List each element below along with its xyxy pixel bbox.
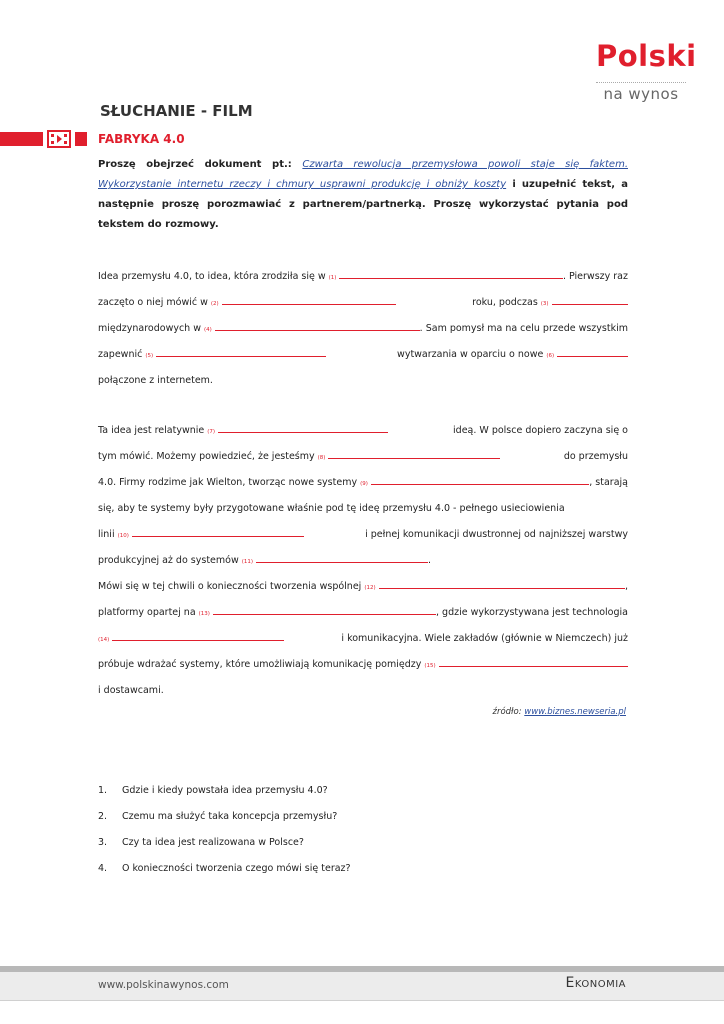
blank-number: (9) [360,481,368,487]
source-link[interactable]: www.biznes.newseria.pl [524,707,626,717]
blank-number: (14) [98,637,110,643]
blank-number: (5) [145,353,154,359]
text-segment: próbuje wdrażać systemy, które umożliwiają komunikację pomiędzy [98,659,422,670]
blank-field-6[interactable] [557,342,628,357]
blank-number: (10) [117,533,129,539]
text-segment: połączone z internetem. [98,375,213,386]
film-icon [47,130,71,148]
logo-main-text: Polski [596,39,697,73]
accent-bar-small [75,132,87,146]
blank-number: (4) [204,327,212,333]
text-segment: produkcyjnej aż do systemów [98,555,239,566]
question-text: O konieczności tworzenia czego mówi się teraz? [122,863,351,874]
text-segment: 4.0. Firmy rodzime jak Wielton, tworząc nowe systemy [98,477,358,488]
blank-field-10[interactable] [132,522,304,537]
blank-field-3[interactable] [552,290,628,305]
instruction-suffix: i uzupełnić tekst, a następnie proszę porozmawiać z partnerem/partnerką. Proszę wykorzystać pytania pod tekstem do rozmowy. [98,179,628,230]
question-number: 2. [98,811,108,822]
text-segment: i dostawcami. [98,685,164,696]
question-number: 4. [98,863,108,874]
blank-field-11[interactable] [256,548,428,563]
text-segment: platformy opartej na [98,607,196,618]
text-segment: tym mówić. Możemy powiedzieć, że jesteśmy [98,451,315,462]
footer-category: Ekonomia [565,975,626,991]
list-item [98,804,618,830]
text-segment: międzynarodowych w [98,323,201,334]
paragraph-2 [98,418,628,704]
text-segment: zaczęto o niej mówić w [98,297,208,308]
subsection-title: FABRYKA 4.0 [98,132,185,146]
logo [596,39,697,103]
blank-number: (8) [317,455,326,461]
instruction-prefix: Proszę obejrzeć dokument pt.: [98,159,303,170]
question-text: Czy ta idea jest realizowana w Polsce? [122,837,304,848]
paragraph-1 [98,264,628,394]
blank-field-12[interactable] [379,574,625,589]
blank-field-15[interactable] [439,652,628,667]
text-segment: wytwarzania w oparciu o nowe [397,349,544,360]
blank-field-8[interactable] [328,444,500,459]
blank-number: (3) [540,301,549,307]
question-text: Gdzie i kiedy powstała idea przemysłu 4.0? [122,785,328,796]
question-list [98,778,618,882]
list-item [98,830,618,856]
logo-sub-text: na wynos [596,82,686,103]
blank-field-4[interactable] [215,316,420,331]
blank-field-13[interactable] [213,600,436,615]
blank-number: (2) [210,301,219,307]
text-segment: ideą. W polsce dopiero zaczyna się o [453,425,628,436]
text-segment: się, aby te systemy były przygotowane właśnie pod tę ideę przemysłu 4.0 - pełnego usieciowienia [98,503,565,514]
text-segment: Idea przemysłu 4.0, to idea, która zrodziła się w [98,271,326,282]
blank-field-1[interactable] [339,264,563,279]
blank-number: (7) [207,429,216,435]
source-citation [440,707,626,717]
blank-number: (13) [198,611,210,617]
blank-field-9[interactable] [371,470,589,485]
blank-number: (12) [364,585,376,591]
blank-field-5[interactable] [156,342,326,357]
text-segment: i pełnej komunikacji dwustronnej od najniższej warstwy [365,529,628,540]
text-segment: Ta idea jest relatywnie [98,425,205,436]
blank-number: (15) [424,663,436,669]
text-segment: . Sam pomysł ma na celu przede wszystkim [419,323,628,334]
text-segment: linii [98,529,115,540]
accent-bar [0,132,43,146]
text-segment: , starają [589,477,628,488]
question-text: Czemu ma służyć taka koncepcja przemysłu? [122,811,338,822]
blank-number: (11) [241,559,254,565]
list-item [98,856,618,882]
text-segment: zapewnić [98,349,143,360]
question-number: 1. [98,785,108,796]
source-label: źródło: [492,707,525,717]
text-segment: roku, podczas [472,297,538,308]
list-item [98,778,618,804]
section-title: SŁUCHANIE - FILM [100,102,253,120]
text-segment: , gdzie wykorzystywana jest technologia [436,607,628,618]
footer-url[interactable]: www.polskinawynos.com [98,979,229,991]
text-segment: . Pierwszy raz [562,271,628,282]
blank-field-7[interactable] [218,418,388,433]
text-segment: . [428,555,432,566]
blank-number: (1) [328,275,337,281]
blank-number: (6) [546,353,555,359]
document-title-link[interactable]: Czwarta rewolucja przemysłowa powoli staje się faktem. Wykorzystanie internetu rzeczy i chmury usprawni produkcję i obniży koszty [98,159,628,190]
question-number: 3. [98,837,108,848]
blank-field-14[interactable] [112,626,284,641]
blank-field-2[interactable] [222,290,396,305]
text-segment: , [624,581,628,592]
instruction-text [98,155,628,235]
text-segment: do przemysłu [563,451,628,462]
text-segment: Mówi się w tej chwili o konieczności tworzenia wspólnej [98,581,362,592]
text-segment: i komunikacyjna. Wiele zakładów (głównie w Niemczech) już [341,633,628,644]
